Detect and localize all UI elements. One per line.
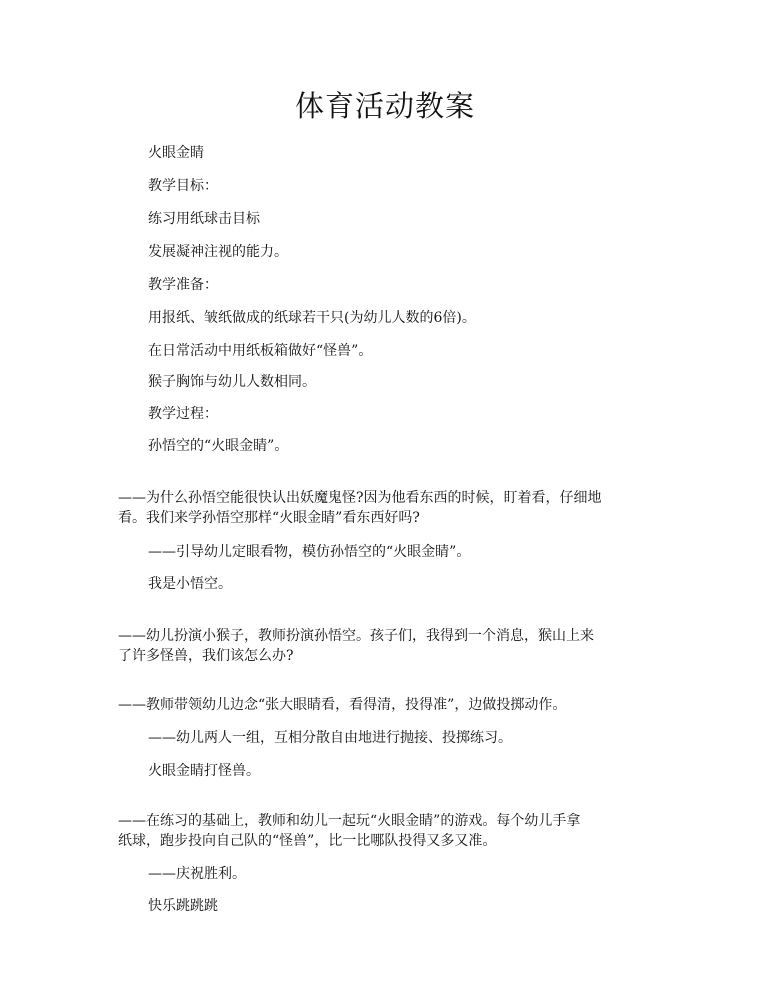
text-line: ——庆祝胜利。 [148, 866, 246, 882]
text-line: 在日常活动中用纸板箱做好“怪兽”。 [148, 343, 373, 359]
text-line: 火眼金睛打怪兽。 [148, 763, 260, 779]
text-line: 快乐跳跳跳 [148, 898, 218, 914]
text-line: ——幼儿两人一组，互相分散自由地进行抛接、投掷练习。 [148, 730, 512, 746]
text-line: ——在练习的基础上，教师和幼儿一起玩“火眼金睛”的游戏。每个幼儿手拿 [118, 813, 581, 829]
text-line: 用报纸、皱纸做成的纸球若干只(为幼儿人数的6倍)。 [148, 310, 476, 326]
text-line: 猴子胸饰与幼儿人数相同。 [148, 374, 316, 390]
text-line: 了许多怪兽，我们该怎么办? [118, 648, 294, 664]
text-line: 孙悟空的“火眼金睛”。 [148, 438, 289, 454]
text-line: ——为什么孙悟空能很快认出妖魔鬼怪?因为他看东西的时候，盯着看，仔细地 [118, 490, 602, 506]
text-line: 发展凝神注视的能力。 [148, 244, 288, 260]
text-line: 纸球，跑步投向自己队的“怪兽”，比一比哪队投得又多又准。 [118, 833, 497, 849]
text-line: 我是小悟空。 [148, 576, 232, 592]
text-line: 教学过程： [148, 406, 218, 422]
text-line: 看。我们来学孙悟空那样“火眼金睛”看东西好吗? [118, 510, 420, 526]
text-line: 教学准备： [148, 277, 218, 293]
text-line: 练习用纸球击目标 [148, 211, 260, 227]
text-line: ——教师带领幼儿边念“张大眼睛看，看得清，投得准”，边做投掷动作。 [118, 697, 567, 713]
text-line: ——引导幼儿定眼看物，模仿孙悟空的“火眼金睛”。 [148, 544, 471, 560]
text-line: ——幼儿扮演小猴子，教师扮演孙悟空。孩子们，我得到一个消息，猴山上来 [118, 628, 594, 644]
text-line: 教学目标： [148, 178, 218, 194]
document-title: 体育活动教案 [294, 89, 475, 123]
text-line: 火眼金睛 [148, 145, 204, 161]
